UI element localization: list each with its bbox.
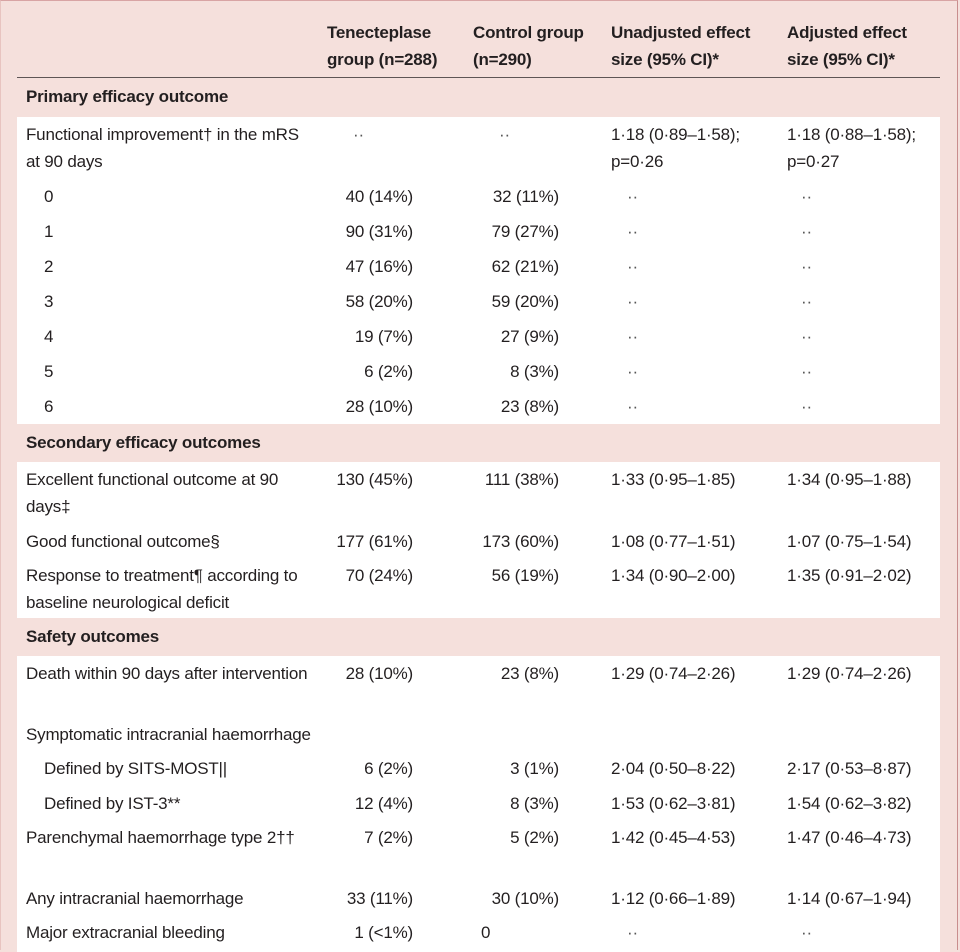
section-title: Safety outcomes: [26, 627, 160, 646]
row-label: Response to treatment¶ according to baseline neurological deficit: [26, 566, 298, 612]
table-row: [17, 462, 940, 524]
table-row: [17, 214, 940, 249]
cell-unadjusted: ··: [627, 362, 638, 381]
cell-tenecteplase: 1 (<1%): [354, 923, 413, 942]
cell-tenecteplase: 130 (45%): [336, 470, 413, 489]
cell-control: 173 (60%): [482, 532, 559, 551]
cell-adjusted: ··: [801, 327, 812, 346]
row-label: Defined by SITS-MOST||: [44, 759, 227, 778]
section-title: Primary efficacy outcome: [26, 87, 229, 106]
cell-control: 27 (9%): [500, 327, 559, 346]
cell-unadjusted: ··: [627, 923, 638, 942]
row-label: 2: [44, 257, 54, 276]
cell-adjusted: 1·35 (0·91–2·02): [787, 566, 912, 585]
table-row: [17, 656, 940, 717]
cell-tenecteplase: 7 (2%): [364, 828, 413, 847]
row-label: Defined by IST-3**: [44, 794, 181, 813]
cell-tenecteplase: 70 (24%): [345, 566, 413, 585]
column-header-tenecteplase: [327, 19, 437, 73]
cell-unadjusted: [611, 121, 740, 175]
table-row: [17, 389, 940, 424]
table-row: [17, 354, 940, 389]
cell-adjusted: ··: [801, 923, 812, 942]
cell-unadjusted: 1·33 (0·95–1·85): [611, 470, 736, 489]
cell-adjusted: 2·17 (0·53–8·87): [787, 759, 912, 778]
cell-tenecteplase: 12 (4%): [354, 794, 413, 813]
row-label: Symptomatic intracranial haemorrhage: [26, 725, 311, 744]
cell-tenecteplase: 19 (7%): [354, 327, 413, 346]
cell-adjusted: ··: [801, 187, 812, 206]
cell-unadjusted: 1·12 (0·66–1·89): [611, 889, 736, 908]
row-label: Excellent functional outcome at 90 days‡: [26, 470, 279, 516]
cell-adjusted: 1·34 (0·95–1·88): [787, 470, 912, 489]
table-row: [17, 751, 940, 786]
cell-control: 5 (2%): [510, 828, 559, 847]
cell-tenecteplase: 6 (2%): [364, 362, 413, 381]
row-label: Major extracranial bleeding: [26, 923, 225, 942]
table-row: [17, 524, 940, 558]
cell-tenecteplase: 6 (2%): [364, 759, 413, 778]
cell-tenecteplase: ··: [353, 125, 364, 144]
cell-control: 8 (3%): [510, 794, 559, 813]
cell-unadjusted: 1·42 (0·45–4·53): [611, 828, 736, 847]
cell-adjusted: ··: [801, 257, 812, 276]
column-header-line: size (95% CI)*: [611, 50, 719, 69]
cell-control: 59 (20%): [491, 292, 559, 311]
cell-adjusted: ··: [801, 222, 812, 241]
cell-adjusted: 1·47 (0·46–4·73): [787, 828, 912, 847]
cell-tenecteplase: 28 (10%): [345, 397, 413, 416]
cell-control: ··: [499, 125, 510, 144]
cell-control: 32 (11%): [492, 187, 559, 206]
cell-unadjusted: 1·08 (0·77–1·51): [611, 532, 736, 551]
row-label: Death within 90 days after intervention: [26, 664, 308, 683]
column-header-line: Adjusted effect: [787, 23, 907, 42]
cell-unadjusted: 2·04 (0·50–8·22): [611, 759, 736, 778]
results-table: [17, 0, 940, 952]
row-label: Parenchymal haemorrhage type 2††: [26, 828, 295, 847]
table-header: [17, 0, 940, 78]
section-header-safety: [17, 618, 940, 656]
column-header-line: group (n=288): [327, 50, 438, 69]
cell-tenecteplase: 47 (16%): [345, 257, 413, 276]
column-header-unadjusted: [611, 19, 750, 73]
cell-control: 23 (8%): [500, 397, 559, 416]
cell-adjusted: 1·07 (0·75–1·54): [787, 532, 912, 551]
cell-tenecteplase: 58 (20%): [345, 292, 413, 311]
cell-adjusted: ··: [801, 397, 812, 416]
row-label: Functional improvement† in the mRS at 90 days: [26, 125, 299, 171]
cell-tenecteplase: 28 (10%): [345, 664, 413, 683]
cell-tenecteplase: 40 (14%): [345, 187, 413, 206]
row-label: 0: [44, 187, 54, 206]
cell-unadjusted: ··: [627, 292, 638, 311]
table-row: [17, 319, 940, 354]
section-title: Secondary efficacy outcomes: [26, 433, 261, 452]
cell-control: 79 (27%): [491, 222, 559, 241]
cell-adjusted: ··: [801, 292, 812, 311]
cell-tenecteplase: 33 (11%): [346, 889, 413, 908]
cell-unadjusted: ··: [627, 257, 638, 276]
column-header-adjusted: [787, 19, 907, 73]
cell-line: p=0·26: [611, 152, 664, 171]
row-label: Good functional outcome§: [26, 532, 220, 551]
column-header-line: Unadjusted effect: [611, 23, 751, 42]
cell-unadjusted: 1·53 (0·62–3·81): [611, 794, 736, 813]
cell-adjusted: ··: [801, 362, 812, 381]
table-row: [17, 284, 940, 319]
row-label: 4: [44, 327, 54, 346]
cell-line: 1·18 (0·88–1·58);: [787, 125, 916, 144]
cell-control: 3 (1%): [510, 759, 559, 778]
table-row: [17, 915, 940, 952]
cell-control: 8 (3%): [510, 362, 559, 381]
row-label: 6: [44, 397, 54, 416]
column-header-line: (n=290): [473, 50, 532, 69]
cell-line: 1·18 (0·89–1·58);: [611, 125, 740, 144]
table-row: [17, 249, 940, 284]
row-label: Any intracranial haemorrhage: [26, 889, 244, 908]
table-row: [17, 717, 940, 751]
cell-tenecteplase: 177 (61%): [336, 532, 413, 551]
column-header-line: size (95% CI)*: [787, 50, 895, 69]
cell-control: 56 (19%): [491, 566, 559, 585]
cell-unadjusted: ··: [627, 187, 638, 206]
cell-control: 0: [481, 923, 491, 942]
cell-control: 111 (38%): [484, 470, 559, 489]
cell-control: 62 (21%): [491, 257, 559, 276]
cell-unadjusted: ··: [627, 397, 638, 416]
cell-adjusted: 1·29 (0·74–2·26): [787, 664, 912, 683]
table-row: [17, 117, 940, 179]
row-label: 5: [44, 362, 54, 381]
section-header-secondary: [17, 424, 940, 462]
column-header-line: Control group: [473, 23, 584, 42]
section-body-secondary: [17, 462, 940, 618]
table-row: [17, 786, 940, 820]
table-row: [17, 820, 940, 881]
cell-line: p=0·27: [787, 152, 840, 171]
cell-control: 23 (8%): [500, 664, 559, 683]
section-body-safety: [17, 656, 940, 952]
cell-unadjusted: ··: [627, 222, 638, 241]
table-row: [17, 881, 940, 915]
row-label: 1: [44, 222, 54, 241]
column-header-control: [473, 19, 584, 73]
cell-unadjusted: 1·34 (0·90–2·00): [611, 566, 736, 585]
column-header-line: Tenecteplase: [327, 23, 432, 42]
table-row: [17, 179, 940, 214]
cell-control: 30 (10%): [491, 889, 559, 908]
cell-unadjusted: ··: [627, 327, 638, 346]
cell-adjusted: 1·54 (0·62–3·82): [787, 794, 912, 813]
table-row: [17, 558, 940, 618]
row-label: 3: [44, 292, 54, 311]
cell-unadjusted: 1·29 (0·74–2·26): [611, 664, 736, 683]
cell-adjusted: 1·14 (0·67–1·94): [787, 889, 912, 908]
section-body-primary: [17, 117, 940, 424]
cell-tenecteplase: 90 (31%): [345, 222, 413, 241]
section-header-primary: [17, 78, 940, 117]
cell-adjusted: [787, 121, 916, 175]
